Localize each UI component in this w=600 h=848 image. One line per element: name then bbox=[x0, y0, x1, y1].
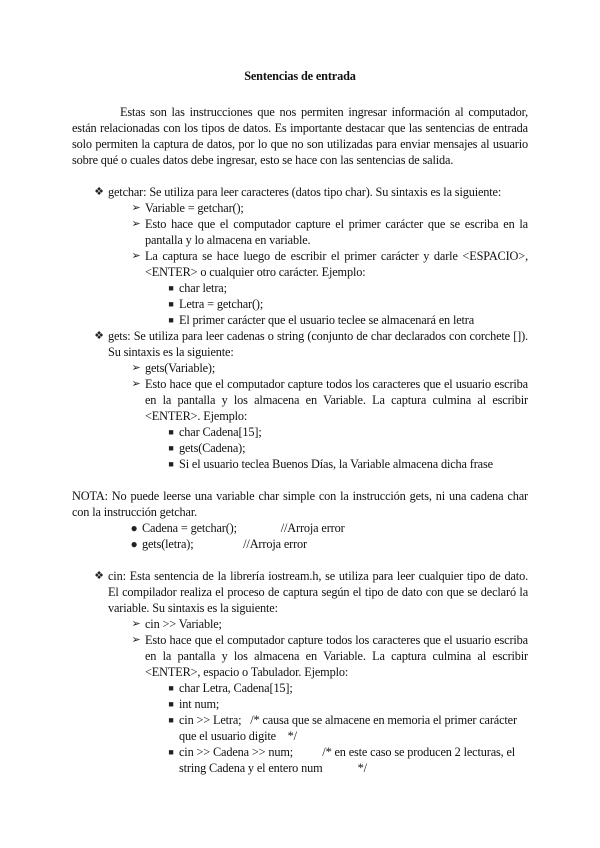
getchar-syntax-item bbox=[127, 200, 528, 216]
getchar-explain-item bbox=[127, 216, 528, 248]
getchar-syntax: Variable = getchar(); bbox=[145, 201, 244, 215]
round-bullet-icon: ● bbox=[130, 521, 138, 535]
gets-syntax: gets(Variable); bbox=[145, 361, 216, 375]
cin-item bbox=[90, 568, 528, 616]
gets-explain-item bbox=[127, 376, 528, 424]
square-bullet-icon: ■ bbox=[168, 427, 174, 437]
square-bullet-icon: ■ bbox=[168, 299, 174, 309]
arrowhead-bullet-icon: ➢ bbox=[131, 250, 141, 262]
gets-heading: gets: Se utiliza para leer cadenas o string (conjunto de char declarados con corchete []). Su sintaxis es la siguiente: bbox=[108, 329, 528, 359]
diamond-bullet-icon: ❖ bbox=[94, 330, 104, 342]
list-item bbox=[163, 312, 528, 328]
cin-example-3: cin >> Letra; /* causa que se almacene en memoria el primer carácter que el usuario digite */ bbox=[179, 713, 520, 743]
getchar-capture: La captura se hace luego de escribir el primer carácter y darle <ESPACIO>,<ENTER> o cualquier otro carácter. Ejemplo: bbox=[145, 249, 528, 279]
cin-syntax: cin >> Variable; bbox=[145, 617, 222, 631]
note-item-2: gets(letra); //Arroja error bbox=[142, 537, 307, 551]
arrowhead-bullet-icon: ➢ bbox=[131, 618, 141, 630]
arrowhead-bullet-icon: ➢ bbox=[131, 202, 141, 214]
list-item bbox=[163, 680, 528, 696]
square-bullet-icon: ■ bbox=[168, 715, 174, 725]
gets-item bbox=[90, 328, 528, 360]
arrowhead-bullet-icon: ➢ bbox=[131, 634, 141, 646]
cin-example-1: char Letra, Cadena[15]; bbox=[179, 681, 293, 695]
note-paragraph: NOTA: No puede leerse una variable char simple con la instrucción gets, ni una cadena char con la instrucción getchar. bbox=[72, 489, 528, 519]
cin-explain-item bbox=[127, 632, 528, 680]
list-item bbox=[163, 296, 528, 312]
diamond-bullet-icon: ❖ bbox=[94, 186, 104, 198]
getchar-item bbox=[90, 184, 528, 200]
square-bullet-icon: ■ bbox=[168, 443, 174, 453]
square-bullet-icon: ■ bbox=[168, 683, 174, 693]
list-item bbox=[163, 696, 528, 712]
diamond-bullet-icon: ❖ bbox=[94, 570, 104, 582]
getchar-example-3: El primer carácter que el usuario teclee se almacenará en letra bbox=[179, 313, 475, 327]
getchar-example-1: char letra; bbox=[179, 281, 227, 295]
square-bullet-icon: ■ bbox=[168, 283, 174, 293]
square-bullet-icon: ■ bbox=[168, 699, 174, 709]
list-item bbox=[163, 744, 528, 776]
gets-explain: Esto hace que el computador capture todos los caracteres que el usuario escriba en la pantalla y los almacena en Variable. La captura culmina al escribir <ENTER>. Ejemplo: bbox=[145, 377, 528, 423]
getchar-heading: getchar: Se utiliza para leer caracteres (datos tipo char). Su sintaxis es la siguiente: bbox=[108, 185, 502, 199]
round-bullet-icon: ● bbox=[130, 537, 138, 551]
arrowhead-bullet-icon: ➢ bbox=[131, 218, 141, 230]
list-item bbox=[163, 424, 528, 440]
arrowhead-bullet-icon: ➢ bbox=[131, 378, 141, 390]
list-item bbox=[163, 440, 528, 456]
list-item bbox=[126, 536, 528, 552]
page-title: Sentencias de entrada bbox=[244, 69, 356, 83]
list-item bbox=[163, 280, 528, 296]
note-item-1: Cadena = getchar(); //Arroja error bbox=[142, 521, 345, 535]
getchar-capture-item bbox=[127, 248, 528, 280]
getchar-example-2: Letra = getchar(); bbox=[179, 297, 264, 311]
cin-example-4: cin >> Cadena >> num; /* en este caso se producen 2 lecturas, el string Cadena y el entero num */ bbox=[179, 745, 519, 775]
cin-heading: cin: Esta sentencia de la librería iostream.h, se utiliza para leer cualquier tipo de dato. El compilador realiza el proceso de captura según el tipo de dato con que se declaró la variable. Su sintaxis es la siguiente: bbox=[108, 569, 528, 615]
cin-explain: Esto hace que el computador capture todos los caracteres que el usuario escriba en la pantalla y los almacena en Variable. La captura culmina al escribir <ENTER>, espacio o Tabulador. Ejemplo: bbox=[145, 633, 528, 679]
gets-example-3: Si el usuario teclea Buenos Días, la Variable almacena dicha frase bbox=[179, 457, 493, 471]
list-item bbox=[126, 520, 528, 536]
intro-paragraph: Estas son las instrucciones que nos permiten ingresar información al computador, están relacionadas con los tipos de datos. Es importante destacar que las sentencias de entrada solo permiten la captura de datos, por lo que no son utilizadas para enviar mensajes al usuario sobre qué o cuales datos debe ingresar, esto se hace con las sentencias de salida. bbox=[72, 105, 528, 167]
square-bullet-icon: ■ bbox=[168, 315, 174, 325]
gets-example-2: gets(Cadena); bbox=[179, 441, 246, 455]
cin-syntax-item bbox=[127, 616, 528, 632]
cin-example-2: int num; bbox=[179, 697, 220, 711]
arrowhead-bullet-icon: ➢ bbox=[131, 362, 141, 374]
getchar-explain: Esto hace que el computador capture el primer carácter que se escriba en la pantalla y lo almacena en variable. bbox=[145, 217, 528, 247]
list-item bbox=[163, 456, 528, 472]
square-bullet-icon: ■ bbox=[168, 747, 174, 757]
gets-syntax-item bbox=[127, 360, 528, 376]
list-item bbox=[163, 712, 528, 744]
square-bullet-icon: ■ bbox=[168, 459, 174, 469]
gets-example-1: char Cadena[15]; bbox=[179, 425, 262, 439]
